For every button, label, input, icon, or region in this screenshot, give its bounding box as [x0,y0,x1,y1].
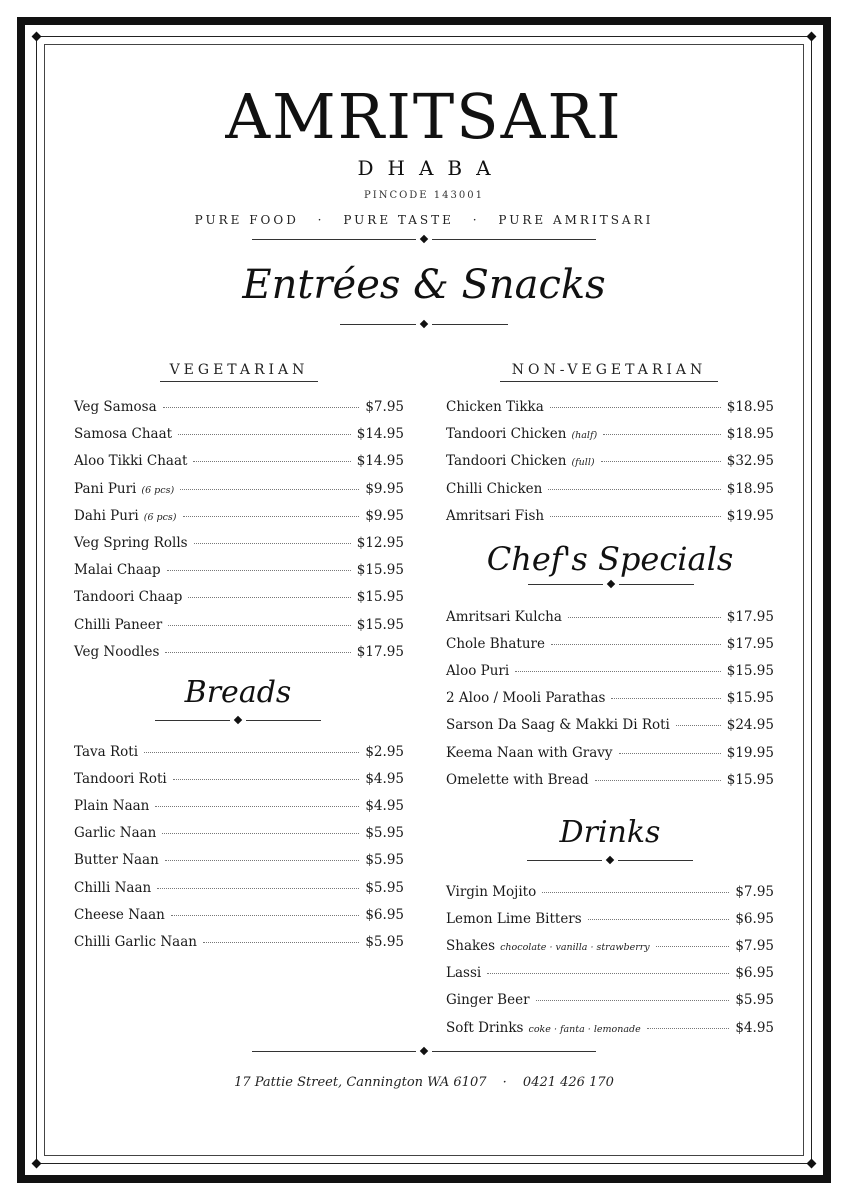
menu-item-name: Garlic Naan [74,825,157,842]
tagline [0,213,848,227]
menu-item-name: Butter Naan [74,852,159,869]
menu-item-name: Chicken Tikka [446,399,544,415]
menu-item-price: $18.95 [726,399,774,415]
menu-item-name: Lassi [446,965,482,982]
menu-item-price: $4.95 [735,1019,774,1036]
menu-item-price: $2.95 [365,744,404,760]
tagline-item: PURE AMRITSARI [498,213,654,227]
menu-item-name: Lemon Lime Bitters [446,911,582,928]
menu-item-note: (6 pcs) [143,511,177,523]
dot-leader [155,806,359,807]
dot-leader [183,516,360,517]
menu-item-price: $6.95 [365,906,404,923]
dot-leader [487,973,729,974]
menu-item [446,745,774,763]
dot-leader [551,644,721,645]
menu-item [446,965,774,983]
menu-item-price: $18.95 [726,480,774,497]
menu-item-price: $15.95 [356,562,404,579]
menu-item-price: $32.95 [726,453,774,470]
menu-item-name: Chilli Chicken [446,480,543,497]
menu-item [74,508,404,526]
menu-item-price: $18.95 [726,426,774,443]
menu-item-name: Amritsari Fish [446,507,545,524]
footer-phone: 0421 426 170 [522,1075,614,1090]
menu-item-name: Plain Naan [74,798,150,815]
dot-leader [550,516,721,517]
restaurant-subtitle: DHABA [357,156,505,180]
chefs-specials-divider [528,580,694,590]
dot-leader [611,698,720,699]
tagline-item: PURE TASTE [343,213,454,227]
dot-leader [157,888,359,889]
dot-leader [168,625,351,626]
tagline-separator: · [472,213,480,227]
menu-item-price: $12.95 [356,535,404,551]
menu-item [446,508,774,526]
menu-item-price: $17.95 [726,609,774,625]
menu-item [446,481,774,499]
menu-item-price: $17.95 [726,636,774,653]
dot-leader [536,1000,730,1001]
breads-divider [155,716,321,726]
menu-item-name: Veg Samosa [74,399,157,415]
menu-item [74,798,404,816]
menu-item [74,535,404,553]
menu-item [74,852,404,870]
menu-item-name: Shakes [446,938,496,955]
menu-item-name: Malai Chaap [74,562,161,579]
menu-item-name: Aloo Puri [446,663,510,680]
dot-leader [595,780,721,781]
menu-item-note: chocolate · vanilla · strawberry [500,942,650,954]
tagline-separator: · [317,213,325,227]
menu-item-name: Ginger Beer [446,992,530,1009]
footer-address: 17 Pattie Street, Cannington WA 6107 [234,1075,487,1090]
dot-leader [194,543,351,544]
menu-item-price: $9.95 [365,480,404,497]
menu-item [446,911,774,929]
menu-item [446,399,774,417]
menu-item [74,426,404,444]
menu-item-name: Tandoori Roti [74,771,167,788]
menu-item [74,880,404,898]
dot-leader [548,489,720,490]
menu-item [446,992,774,1010]
menu-item [446,663,774,681]
menu-item [74,589,404,607]
menu-item [74,934,404,952]
dot-leader [550,407,721,408]
menu-item-price: $5.95 [735,992,774,1009]
menu-item-price: $15.95 [726,663,774,680]
drinks-divider [527,856,693,866]
dot-leader [171,915,360,916]
menu-item-price: $14.95 [356,426,404,443]
dot-leader [144,752,359,753]
drinks-heading: Drinks [559,815,661,850]
menu-item-name: Chilli Naan [74,879,152,896]
menu-item-name: Cheese Naan [74,906,165,923]
dot-leader [603,434,721,435]
menu-item-name: Veg Spring Rolls [74,535,188,551]
dot-leader [588,919,730,920]
menu-item [74,562,404,580]
menu-item-price: $15.95 [726,690,774,707]
menu-item-price: $7.95 [735,938,774,955]
menu-item-price: $4.95 [365,798,404,815]
menu-item-price: $24.95 [726,717,774,734]
menu-item-name: Samosa Chaat [74,426,173,443]
dot-leader [568,617,721,618]
menu-item [74,907,404,925]
dot-leader [542,892,729,893]
menu-item-name: Tandoori Chicken [446,453,567,470]
menu-item-price: $9.95 [365,507,404,524]
menu-item-note: (half) [571,430,598,442]
menu-item [446,717,774,735]
menu-item [74,644,404,662]
menu-item-price: $15.95 [356,589,404,606]
dot-leader [515,671,721,672]
dot-leader [656,946,730,947]
menu-item [446,636,774,654]
menu-item [446,884,774,902]
dot-leader [167,570,351,571]
menu-item-price: $6.95 [735,965,774,982]
menu-item-name: Virgin Mojito [446,884,537,900]
footer-divider [252,1047,596,1057]
menu-item [74,744,404,762]
menu-item-name: Omelette with Bread [446,771,589,788]
entrees-heading: Entrées & Snacks [242,262,606,308]
menu-item-name: Chole Bhature [446,636,545,653]
restaurant-name: AMRITSARI [225,80,623,153]
menu-item-price: $6.95 [735,911,774,928]
dot-leader [163,407,360,408]
menu-item-price: $5.95 [365,933,404,950]
menu-item [446,690,774,708]
menu-item-name: Aloo Tikki Chaat [74,453,188,470]
menu-item-name: Tandoori Chaap [74,589,183,606]
dot-leader [601,461,721,462]
menu-item-price: $4.95 [365,771,404,788]
entrees-divider [340,320,508,330]
menu-item-name: Soft Drinks [446,1019,524,1036]
footer-separator: · [502,1075,507,1090]
dot-leader [203,942,359,943]
menu-item-name: Pani Puri [74,480,137,497]
pincode: PINCODE 143001 [364,190,484,201]
menu-item-price: $7.95 [365,399,404,415]
menu-item-note: (6 pcs) [141,484,175,496]
non-vegetarian-title: NON-VEGETARIAN [500,362,718,378]
menu-item-price: $15.95 [356,616,404,633]
chefs-specials-heading: Chef's Specials [486,540,734,578]
breads-heading: Breads [184,675,292,710]
menu-item-name: Dahi Puri [74,507,139,524]
vegetarian-title: VEGETARIAN [160,362,318,378]
dot-leader [173,779,360,780]
menu-item-note: coke · fanta · lemonade [528,1023,641,1035]
menu-item-name: 2 Aloo / Mooli Parathas [446,690,606,707]
dot-leader [162,833,359,834]
menu-item-price: $14.95 [356,453,404,470]
menu-item-name: Amritsari Kulcha [446,609,562,625]
dot-leader [188,597,350,598]
menu-item-price: $7.95 [735,884,774,900]
menu-item-price: $5.95 [365,825,404,842]
menu-item [446,426,774,444]
tagline-item: PURE FOOD [194,213,299,227]
menu-item-name: Chilli Paneer [74,616,163,633]
menu-item [74,481,404,499]
dot-leader [676,725,721,726]
menu-item-price: $19.95 [726,507,774,524]
menu-item [74,771,404,789]
menu-item-price: $17.95 [356,643,404,660]
menu-item [446,453,774,471]
dot-leader [193,461,350,462]
menu-item [446,609,774,627]
menu-item-name: Keema Naan with Gravy [446,744,613,761]
dot-leader [165,652,350,653]
menu-item-name: Tandoori Chicken [446,426,567,443]
menu-item-price: $15.95 [726,771,774,788]
dot-leader [178,434,351,435]
dot-leader [165,860,360,861]
menu-item-name: Chilli Garlic Naan [74,933,197,950]
footer-contact [0,1075,848,1090]
menu-item-price: $5.95 [365,852,404,869]
menu-item-name: Veg Noodles [74,643,160,660]
header-divider [252,235,596,245]
dot-leader [647,1028,730,1029]
menu-item-note: (full) [571,457,595,469]
menu-item-price: $5.95 [365,879,404,896]
menu-item-name: Tava Roti [74,744,139,760]
menu-item [446,1020,774,1038]
menu-item [74,453,404,471]
menu-item [74,399,404,417]
menu-item [446,938,774,956]
menu-item-name: Sarson Da Saag & Makki Di Roti [446,717,670,734]
dot-leader [180,489,359,490]
dot-leader [619,753,721,754]
menu-item [446,772,774,790]
menu-item [74,617,404,635]
menu-item [74,825,404,843]
menu-item-price: $19.95 [726,744,774,761]
